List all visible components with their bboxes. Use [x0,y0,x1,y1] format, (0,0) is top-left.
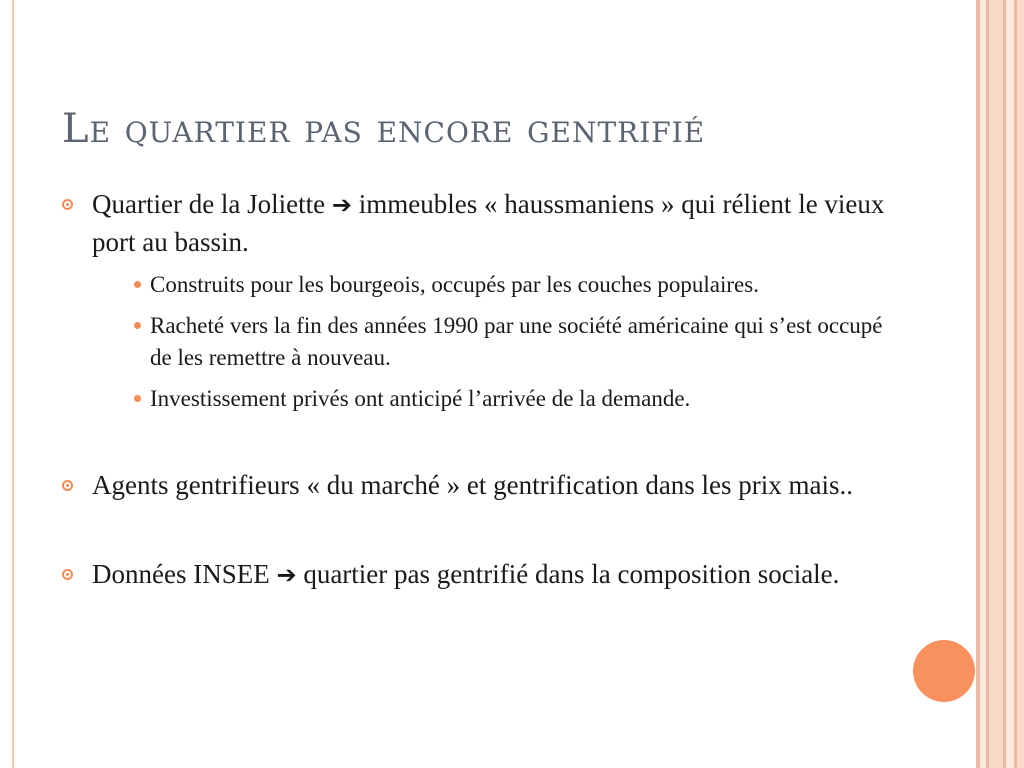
arrow-right-icon: ➔ [331,191,353,219]
bullet-joliette [62,186,902,415]
bullet-text: Agents gentrifieurs « du marché » et gentrification dans les prix mais.. [92,470,854,500]
sub-bullet-dot-icon [134,281,141,288]
slide-content [62,186,902,594]
sub-bullet-text: Construits pour les bourgeois, occupés par les couches populaires. [150,272,759,297]
bullet-marker-icon [62,569,73,580]
bullet-text: Données INSEE [92,559,277,589]
bullet-text: immeubles « haussmaniens » qui rélient le vieux port au bassin. [92,189,885,257]
sub-bullet-text: Investissement privés ont anticipé l’arrivée de la demande. [150,386,691,411]
sub-bullet-dot-icon [134,322,141,329]
bullet-agents [62,467,902,504]
bullet-insee [62,556,902,594]
slide-title: Le quartier pas encore gentrifié [62,106,706,152]
sub-list [92,269,902,415]
bullet-text: Quartier de la Joliette [92,189,332,219]
bullet-marker-icon [62,480,73,491]
decorative-circle [913,640,975,702]
sub-bullet-text: Racheté vers la fin des années 1990 par une société américaine qui s’est occupé de les remettre à nouveau. [150,313,883,370]
right-decorative-stripes [976,0,1024,768]
sub-bullet [134,310,902,374]
bullet-marker-icon [62,199,73,210]
arrow-right-icon: ➔ [276,561,297,589]
sub-bullet [134,383,902,415]
left-border-line [12,0,14,768]
sub-bullet-dot-icon [134,395,141,402]
sub-bullet [134,269,902,301]
bullet-text: quartier pas gentrifié dans la composition sociale. [296,559,840,589]
